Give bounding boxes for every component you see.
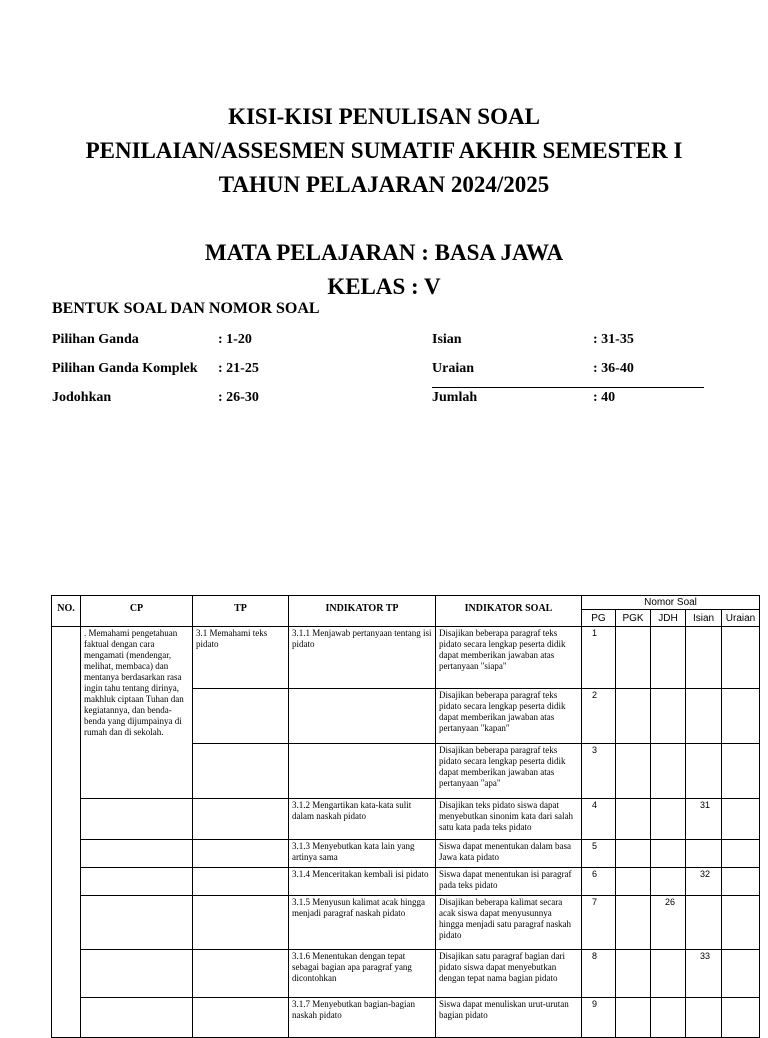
form-label-uraian: Uraian	[432, 361, 474, 376]
cell-indikator-soal: Siswa dapat menentukan isi paragraf pada teks pidato	[436, 868, 582, 896]
cell-cp	[81, 799, 193, 840]
header-uraian: Uraian	[722, 610, 760, 627]
cell-tp	[193, 744, 289, 799]
cell-jdh	[651, 627, 686, 689]
document-title	[0, 100, 768, 202]
cell-uraian	[722, 950, 760, 998]
cell-pgk	[616, 950, 651, 998]
cell-cp	[81, 998, 193, 1038]
cell-indikator-soal: Siswa dapat menuliskan urut-urutan bagian pidato	[436, 998, 582, 1038]
form-value-jdh: : 26-30	[218, 390, 259, 405]
table-row	[52, 840, 760, 868]
cell-indikator-soal: Siswa dapat menentukan dalam basa Jawa kata pidato	[436, 840, 582, 868]
cell-indikator-tp: 3.1.2 Mengartikan kata-kata sulit dalam naskah pidato	[289, 799, 436, 840]
cell-uraian	[722, 868, 760, 896]
cell-indikator-soal: Disajikan teks pidato siswa dapat menyebutkan sinonim kata dari salah satu kata pada teks pidato	[436, 799, 582, 840]
title-line-3: TAHUN PELAJARAN 2024/2025	[218, 172, 550, 197]
cell-pg: 6	[582, 868, 616, 896]
cell-indikator-tp: 3.1.7 Menyebutkan bagian-bagian naskah pidato	[289, 998, 436, 1038]
cell-tp	[193, 840, 289, 868]
cell-tp	[193, 998, 289, 1038]
form-label-jumlah: Jumlah	[432, 390, 478, 405]
cell-indikator-tp: 3.1.6 Menentukan dengan tepat sebagai bagian apa paragraf yang dicontohkan	[289, 950, 436, 998]
cell-pgk	[616, 744, 651, 799]
header-indikator-tp: INDIKATOR TP	[289, 596, 436, 627]
cell-pg: 8	[582, 950, 616, 998]
cell-jdh	[651, 950, 686, 998]
cell-uraian	[722, 840, 760, 868]
header-pg: PG	[582, 610, 616, 627]
form-value-pgk: : 21-25	[218, 361, 259, 376]
cell-jdh	[651, 744, 686, 799]
form-value-jumlah: : 40	[593, 390, 616, 405]
cell-cp: . Memahami pengetahuan faktual dengan cara mengamati (mendengar, melihat, membaca) dan mentanya berdasarkan rasa ingin tahu tentang dirinya, makhluk ciptaan Tuhan dan kegiatannya, dan benda-benda yang dijumpainya di rumah dan di sekolah.	[81, 627, 193, 799]
header-isian: Isian	[686, 610, 722, 627]
cell-jdh: 26	[651, 896, 686, 950]
header-nomor-soal: Nomor Soal	[582, 596, 760, 610]
subject-block	[0, 236, 768, 304]
section-heading: BENTUK SOAL DAN NOMOR SOAL	[52, 300, 320, 317]
cell-tp	[193, 689, 289, 744]
cell-indikator-tp: 3.1.3 Menyebutkan kata lain yang artinya sama	[289, 840, 436, 868]
cell-indikator-tp: 3.1.1 Menjawab pertanyaan tentang isi pidato	[289, 627, 436, 689]
form-label-jdh: Jodohkan	[52, 390, 112, 405]
cell-pgk	[616, 896, 651, 950]
cell-indikator-soal: Disajikan satu paragraf bagian dari pidato siswa dapat menyebutkan dengan tepat nama bagian pidato	[436, 950, 582, 998]
sum-divider	[432, 387, 704, 388]
cell-jdh	[651, 998, 686, 1038]
form-value-uraian: : 36-40	[593, 361, 634, 376]
cell-tp	[193, 799, 289, 840]
cell-cp	[81, 896, 193, 950]
cell-indikator-soal: Disajikan beberapa paragraf teks pidato secara lengkap peserta didik dapat memberikan jawaban atas pertanyaan "kapan"	[436, 689, 582, 744]
form-value-isian: : 31-35	[593, 332, 634, 347]
cell-isian: 33	[686, 950, 722, 998]
cell-pg: 4	[582, 799, 616, 840]
cell-pg: 2	[582, 689, 616, 744]
cell-uraian	[722, 627, 760, 689]
header-cp: CP	[81, 596, 193, 627]
cell-uraian	[722, 896, 760, 950]
cell-pg: 5	[582, 840, 616, 868]
cell-pg: 7	[582, 896, 616, 950]
grade-title: KELAS : V	[327, 274, 441, 299]
table-row	[52, 998, 760, 1038]
cell-isian	[686, 689, 722, 744]
cell-pgk	[616, 868, 651, 896]
cell-pgk	[616, 998, 651, 1038]
cell-indikator-soal: Disajikan beberapa kalimat secara acak siswa dapat menyusunnya hingga menjadi satu paragraf naskah pidato	[436, 896, 582, 950]
form-label-isian: Isian	[432, 332, 462, 347]
cell-cp	[81, 840, 193, 868]
cell-indikator-soal: Disajikan beberapa paragraf teks pidato secara lengkap peserta didik dapat memberikan jawaban atas pertanyaan "apa"	[436, 744, 582, 799]
cell-jdh	[651, 799, 686, 840]
cell-isian	[686, 627, 722, 689]
cell-pg: 9	[582, 998, 616, 1038]
cell-pgk	[616, 840, 651, 868]
title-line-2: PENILAIAN/ASSESMEN SUMATIF AKHIR SEMESTER I	[85, 138, 683, 163]
cell-tp: 3.1 Memahami teks pidato	[193, 627, 289, 689]
cell-pgk	[616, 799, 651, 840]
table-row	[52, 950, 760, 998]
cell-pgk	[616, 627, 651, 689]
kisi-kisi-table	[51, 595, 760, 1038]
title-line-1: KISI-KISI PENULISAN SOAL	[228, 104, 540, 129]
cell-jdh	[651, 840, 686, 868]
cell-cp	[81, 868, 193, 896]
cell-indikator-tp: 3.1.5 Menyusun kalimat acak hingga menjadi paragraf naskah pidato	[289, 896, 436, 950]
table-row	[52, 627, 760, 689]
cell-jdh	[651, 868, 686, 896]
cell-pg: 3	[582, 744, 616, 799]
cell-uraian	[722, 998, 760, 1038]
cell-tp	[193, 868, 289, 896]
cell-isian: 32	[686, 868, 722, 896]
cell-cp	[81, 950, 193, 998]
header-tp: TP	[193, 596, 289, 627]
header-indikator-soal: INDIKATOR SOAL	[436, 596, 582, 627]
subject-title: MATA PELAJARAN : BASA JAWA	[204, 240, 564, 265]
table-row	[52, 799, 760, 840]
cell-isian	[686, 998, 722, 1038]
cell-uraian	[722, 799, 760, 840]
cell-indikator-tp	[289, 744, 436, 799]
cell-isian: 31	[686, 799, 722, 840]
cell-tp	[193, 950, 289, 998]
cell-jdh	[651, 689, 686, 744]
table-row	[52, 868, 760, 896]
cell-uraian	[722, 689, 760, 744]
header-no: NO.	[52, 596, 81, 627]
cell-pg: 1	[582, 627, 616, 689]
cell-tp	[193, 896, 289, 950]
cell-isian	[686, 744, 722, 799]
form-label-pgk: Pilihan Ganda Komplek	[52, 361, 198, 376]
cell-uraian	[722, 744, 760, 799]
header-pgk: PGK	[616, 610, 651, 627]
cell-isian	[686, 840, 722, 868]
cell-indikator-soal: Disajikan beberapa paragraf teks pidato secara lengkap peserta didik dapat memberikan jawaban atas pertanyaan "siapa"	[436, 627, 582, 689]
table-row	[52, 896, 760, 950]
cell-isian	[686, 896, 722, 950]
header-jdh: JDH	[651, 610, 686, 627]
cell-indikator-tp: 3.1.4 Menceritakan kembali isi pidato	[289, 868, 436, 896]
form-value-pg: : 1-20	[218, 332, 252, 347]
form-label-pg: Pilihan Ganda	[52, 332, 139, 347]
cell-no	[52, 627, 81, 1038]
cell-indikator-tp	[289, 689, 436, 744]
cell-pgk	[616, 689, 651, 744]
